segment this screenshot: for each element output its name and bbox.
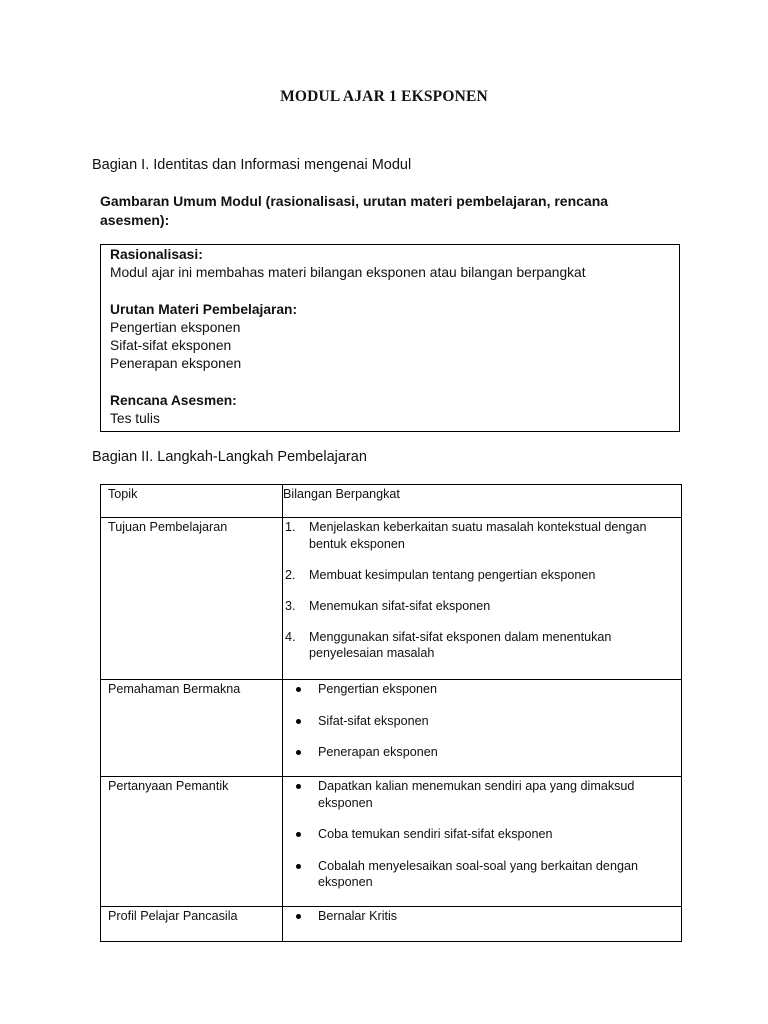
bullet-icon <box>296 832 301 837</box>
bullet-icon <box>296 687 301 692</box>
overview-box <box>100 244 680 432</box>
urutan-item: Pengertian eksponen <box>110 319 241 335</box>
profil-cell <box>283 907 682 942</box>
table-row <box>101 907 682 942</box>
tujuan-list <box>283 519 677 662</box>
pemahaman-list <box>283 681 677 761</box>
asesmen-text: Tes tulis <box>110 411 160 427</box>
list-item: Sifat-sifat eksponen <box>283 713 677 730</box>
tujuan-label: Tujuan Pembelajaran <box>101 518 283 680</box>
list-item: Coba temukan sendiri sifat-sifat eksponen <box>283 826 677 843</box>
list-item: 4. Menggunakan sifat-sifat eksponen dalam menentukan penyelesaian masalah <box>285 629 612 660</box>
table-row <box>101 485 682 518</box>
overview-heading: Gambaran Umum Modul (rasionalisasi, urutan materi pembelajaran, rencana asesmen): <box>100 193 609 228</box>
topik-value: Bilangan Berpangkat <box>283 485 682 518</box>
list-item: 3. Menemukan sifat-sifat eksponen <box>285 598 491 613</box>
table-row <box>101 518 682 680</box>
list-item: Dapatkan kalian menemukan sendiri apa yang dimaksud eksponen <box>283 778 677 811</box>
tujuan-cell <box>283 518 682 680</box>
list-item: 2. Membuat kesimpulan tentang pengertian eksponen <box>285 567 596 582</box>
list-item: 1. Menjelaskan keberkaitan suatu masalah kontekstual dengan bentuk eksponen <box>285 520 647 551</box>
list-item: Cobalah menyelesaikan soal-soal yang berkaitan dengan eksponen <box>283 858 677 891</box>
urutan-item: Penerapan eksponen <box>110 356 242 372</box>
bullet-icon <box>296 750 301 755</box>
bullet-icon <box>296 864 301 869</box>
urutan-item: Sifat-sifat eksponen <box>110 338 232 354</box>
pemahaman-label: Pemahaman Bermakna <box>101 680 283 777</box>
pemahaman-cell <box>283 680 682 777</box>
bullet-icon <box>296 914 301 919</box>
list-item: Penerapan eksponen <box>283 744 677 761</box>
pertanyaan-list <box>283 778 677 891</box>
bullet-icon <box>296 719 301 724</box>
bullet-icon <box>296 784 301 789</box>
rasionalisasi-text: Modul ajar ini membahas materi bilangan eksponen atau bilangan berpangkat <box>110 265 586 281</box>
list-item: Pengertian eksponen <box>283 681 677 698</box>
section-2-heading: Bagian II. Langkah-Langkah Pembelajaran <box>92 449 367 465</box>
document-title: MODUL AJAR 1 EKSPONEN <box>280 88 488 105</box>
section-1-heading: Bagian I. Identitas dan Informasi mengenai Modul <box>92 157 412 173</box>
pertanyaan-label: Pertanyaan Pemantik <box>101 777 283 907</box>
profil-label: Profil Pelajar Pancasila <box>101 907 283 942</box>
pertanyaan-cell <box>283 777 682 907</box>
list-item: Bernalar Kritis <box>283 908 677 925</box>
topik-label: Topik <box>101 485 283 518</box>
table-row <box>101 777 682 907</box>
learning-steps-table <box>100 484 682 942</box>
profil-list <box>283 908 677 925</box>
asesmen-label: Rencana Asesmen: <box>110 392 237 408</box>
rasionalisasi-label: Rasionalisasi: <box>110 247 203 262</box>
table-row <box>101 680 682 777</box>
urutan-label: Urutan Materi Pembelajaran: <box>110 301 298 317</box>
